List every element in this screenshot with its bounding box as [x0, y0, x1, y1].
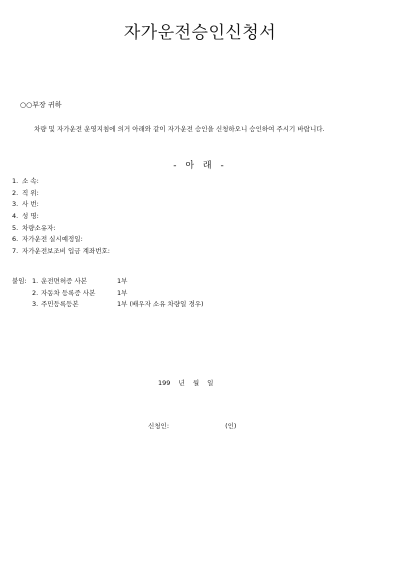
item-vehicle-owner — [12, 223, 110, 235]
item-position — [12, 188, 110, 200]
attachment-qty: 1부 — [117, 288, 128, 297]
attachment-number: 1. — [32, 277, 39, 285]
item-label: 차량소유자: — [22, 223, 56, 232]
seal-mark: (인) — [225, 422, 237, 430]
attachment-row — [12, 276, 204, 288]
item-scheduled-date — [12, 234, 110, 246]
item-number: 6. — [12, 235, 19, 244]
attachments-label: 붙임: — [12, 277, 27, 285]
applicant-label: 신청인: — [148, 422, 170, 430]
document-title: 자가운전승인신청서 — [123, 23, 277, 43]
attachment-row — [12, 288, 204, 300]
arae-heading: - 아 래 - — [173, 161, 227, 171]
attachment-qty: 1부 (배우자 소유 차량일 경우) — [117, 300, 204, 308]
item-number: 5. — [12, 223, 19, 232]
item-employee-number — [12, 199, 110, 211]
item-label: 성 명: — [22, 212, 39, 221]
item-affiliation — [12, 176, 110, 188]
attachment-qty: 1부 — [117, 277, 128, 285]
attachment-name: 운전면허증 사본 — [41, 277, 88, 285]
attachment-name: 자동차 등록증 사본 — [41, 288, 96, 297]
attachment-number: 2. — [32, 288, 39, 297]
item-label: 직 위: — [22, 188, 39, 197]
addressee: ○○부장 귀하 — [20, 101, 62, 109]
attachment-row — [12, 299, 204, 311]
item-label: 사 번: — [22, 200, 39, 209]
item-label: 자가운전보조비 입금 계좌번호: — [22, 247, 110, 256]
attachment-number: 3. — [32, 300, 39, 308]
item-number: 3. — [12, 200, 19, 209]
applicant-signature-line — [148, 421, 236, 430]
request-body-text: 차량 및 자가운전 운영지침에 의거 아래와 같이 자가운전 승인을 신청하오니 승인하여 주시기 바랍니다. — [34, 125, 325, 133]
item-label: 소 속: — [22, 177, 39, 185]
item-number: 2. — [12, 188, 19, 197]
item-name — [12, 211, 110, 223]
attachment-name: 주민등록등본 — [41, 300, 79, 308]
application-date: 199 년 월 일 — [158, 379, 214, 387]
item-account-number — [12, 246, 110, 258]
item-number: 7. — [12, 247, 19, 256]
application-items — [12, 176, 110, 258]
item-label: 자가운전 실시예정일: — [22, 235, 83, 244]
item-number: 1. — [12, 177, 19, 185]
attachments-list — [12, 276, 204, 311]
item-number: 4. — [12, 212, 19, 221]
